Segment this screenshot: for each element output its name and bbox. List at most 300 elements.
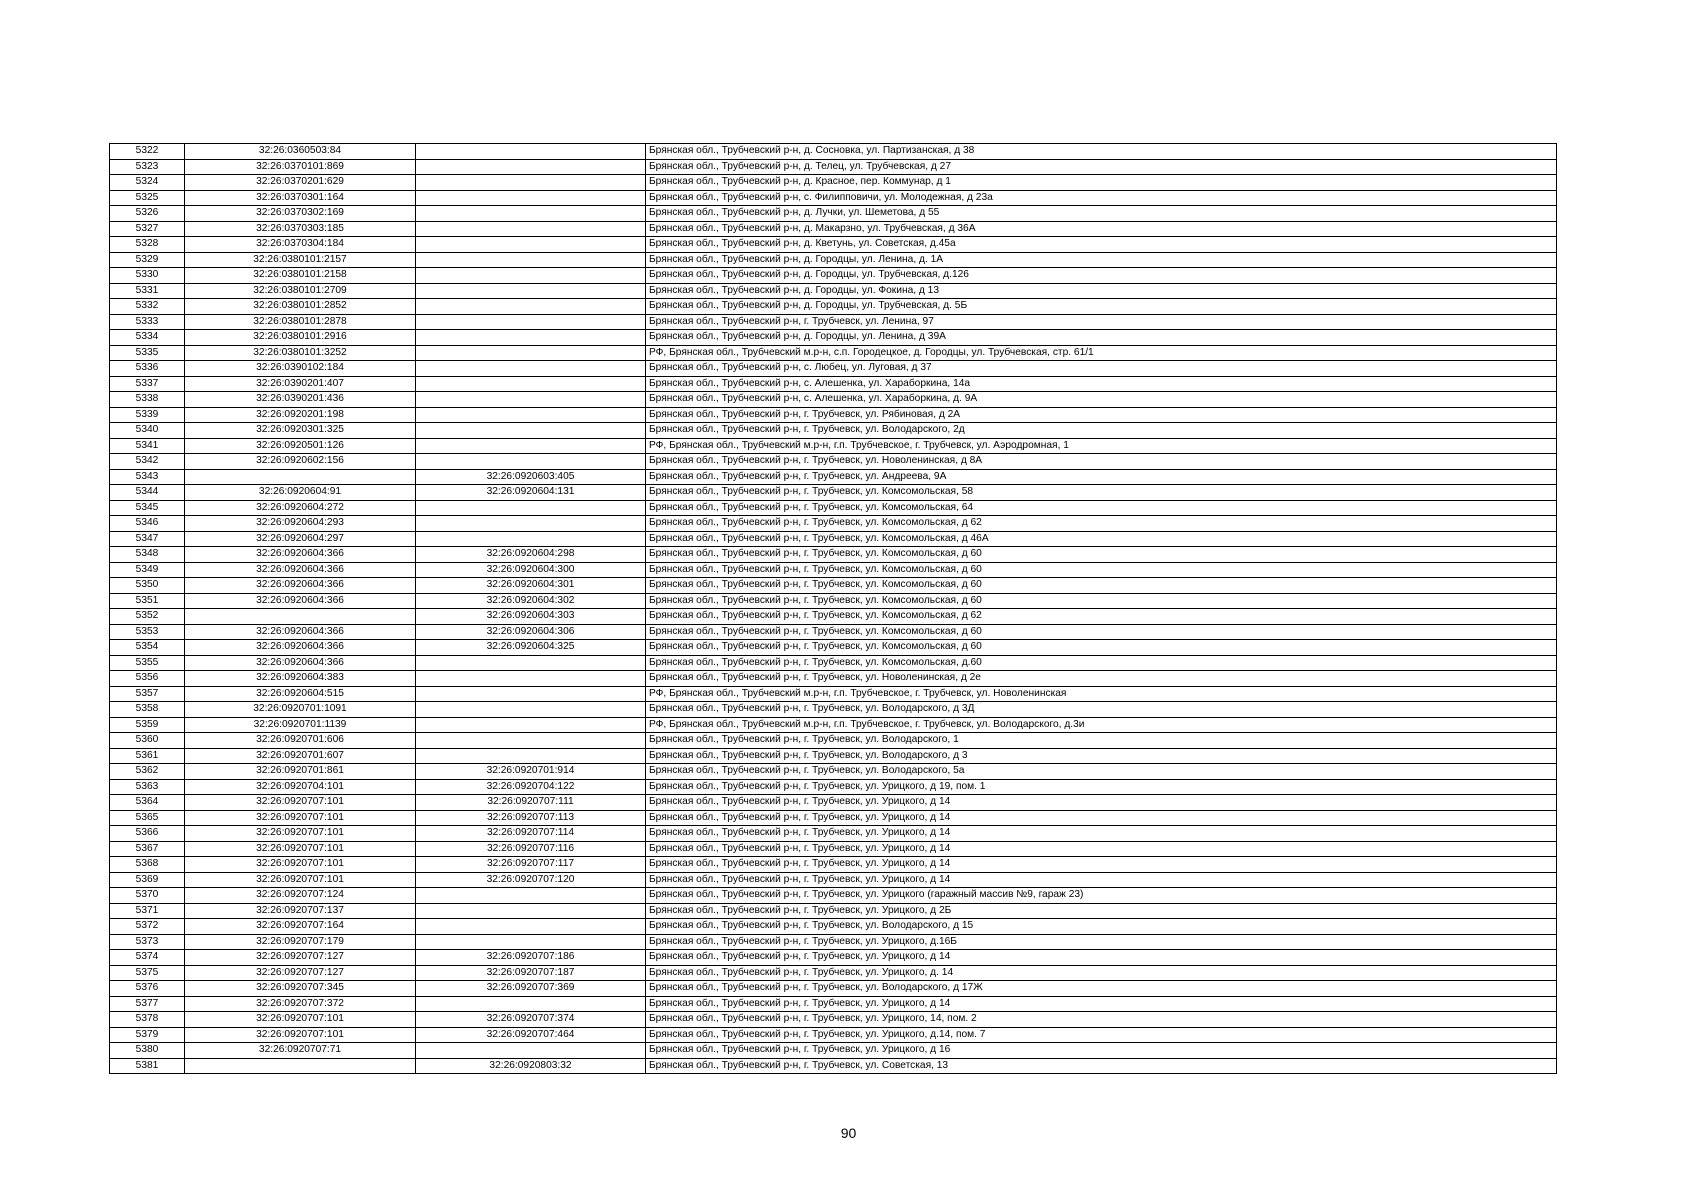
parent-cadastral-number-cell — [416, 221, 646, 237]
parent-cadastral-number-cell — [416, 934, 646, 950]
parent-cadastral-number-cell — [416, 888, 646, 904]
address-cell: Брянская обл., Трубчевский р-н, г. Трубчевск, ул. Комсомольская, д 60 — [646, 562, 1557, 578]
address-cell: Брянская обл., Трубчевский р-н, г. Трубчевск, ул. Комсомольская, д 60 — [646, 578, 1557, 594]
row-number-cell: 5351 — [110, 593, 185, 609]
row-number-cell: 5372 — [110, 919, 185, 935]
address-cell: Брянская обл., Трубчевский р-н, г. Трубчевск, ул. Урицкого, д 14 — [646, 826, 1557, 842]
parent-cadastral-number-cell — [416, 283, 646, 299]
address-cell: Брянская обл., Трубчевский р-н, г. Трубчевск, ул. Урицкого, 14, пом. 2 — [646, 1012, 1557, 1028]
table-row — [110, 330, 1557, 346]
address-cell: Брянская обл., Трубчевский р-н, г. Трубчевск, ул. Комсомольская, д 62 — [646, 609, 1557, 625]
address-cell: Брянская обл., Трубчевский р-н, г. Трубчевск, ул. Урицкого, д 14 — [646, 950, 1557, 966]
table-row — [110, 454, 1557, 470]
row-number-cell: 5342 — [110, 454, 185, 470]
cadastral-number-cell: 32:26:0920604:366 — [185, 655, 416, 671]
address-cell: Брянская обл., Трубчевский р-н, с. Любец, ул. Луговая, д 37 — [646, 361, 1557, 377]
table-row — [110, 314, 1557, 330]
row-number-cell: 5322 — [110, 144, 185, 160]
parent-cadastral-number-cell: 32:26:0920604:325 — [416, 640, 646, 656]
address-cell: Брянская обл., Трубчевский р-н, д. Городцы, ул. Фокина, д 13 — [646, 283, 1557, 299]
cadastral-number-cell: 32:26:0920707:71 — [185, 1043, 416, 1059]
parent-cadastral-number-cell: 32:26:0920803:32 — [416, 1058, 646, 1074]
parent-cadastral-number-cell — [416, 919, 646, 935]
row-number-cell: 5366 — [110, 826, 185, 842]
address-cell: Брянская обл., Трубчевский р-н, г. Трубчевск, ул. Комсомольская, 64 — [646, 500, 1557, 516]
cadastral-number-cell: 32:26:0380101:2916 — [185, 330, 416, 346]
table-row — [110, 934, 1557, 950]
table-row — [110, 578, 1557, 594]
parent-cadastral-number-cell — [416, 438, 646, 454]
cadastral-number-cell: 32:26:0360503:84 — [185, 144, 416, 160]
parent-cadastral-number-cell — [416, 330, 646, 346]
cadastral-number-cell: 32:26:0380101:2878 — [185, 314, 416, 330]
table-row — [110, 237, 1557, 253]
address-cell: Брянская обл., Трубчевский р-н, г. Трубчевск, ул. Новоленинская, д 8А — [646, 454, 1557, 470]
cadastral-number-cell: 32:26:0920707:137 — [185, 903, 416, 919]
table-row — [110, 795, 1557, 811]
address-cell: Брянская обл., Трубчевский р-н, г. Трубчевск, ул. Урицкого, д.14, пом. 7 — [646, 1027, 1557, 1043]
cadastral-number-cell: 32:26:0920707:101 — [185, 810, 416, 826]
table-row — [110, 376, 1557, 392]
cadastral-number-cell — [185, 609, 416, 625]
address-cell: РФ, Брянская обл., Трубчевский м.р-н, с.п. Городецкое, д. Городцы, ул. Трубчевская, стр. 61/1 — [646, 345, 1557, 361]
row-number-cell: 5373 — [110, 934, 185, 950]
address-cell: Брянская обл., Трубчевский р-н, д. Кветунь, ул. Советская, д.45а — [646, 237, 1557, 253]
address-cell: Брянская обл., Трубчевский р-н, г. Трубчевск, ул. Володарского, д 3Д — [646, 702, 1557, 718]
table-row — [110, 748, 1557, 764]
table-row — [110, 609, 1557, 625]
parent-cadastral-number-cell: 32:26:0920604:301 — [416, 578, 646, 594]
row-number-cell: 5367 — [110, 841, 185, 857]
cadastral-number-cell: 32:26:0920707:101 — [185, 826, 416, 842]
table-row — [110, 500, 1557, 516]
row-number-cell: 5329 — [110, 252, 185, 268]
table-row — [110, 392, 1557, 408]
row-number-cell: 5339 — [110, 407, 185, 423]
parent-cadastral-number-cell: 32:26:0920603:405 — [416, 469, 646, 485]
table-row — [110, 283, 1557, 299]
address-cell: Брянская обл., Трубчевский р-н, д. Красное, пер. Коммунар, д 1 — [646, 175, 1557, 191]
row-number-cell: 5370 — [110, 888, 185, 904]
cadastral-number-cell: 32:26:0920707:372 — [185, 996, 416, 1012]
table-row — [110, 1043, 1557, 1059]
table-row — [110, 485, 1557, 501]
cadastral-number-cell: 32:26:0920604:515 — [185, 686, 416, 702]
parent-cadastral-number-cell — [416, 516, 646, 532]
row-number-cell: 5341 — [110, 438, 185, 454]
parent-cadastral-number-cell: 32:26:0920701:914 — [416, 764, 646, 780]
row-number-cell: 5368 — [110, 857, 185, 873]
address-cell: Брянская обл., Трубчевский р-н, г. Трубчевск, ул. Комсомольская, д 60 — [646, 624, 1557, 640]
parent-cadastral-number-cell: 32:26:0920707:374 — [416, 1012, 646, 1028]
table-row — [110, 593, 1557, 609]
row-number-cell: 5376 — [110, 981, 185, 997]
parent-cadastral-number-cell: 32:26:0920707:464 — [416, 1027, 646, 1043]
cadastral-number-cell: 32:26:0920604:366 — [185, 578, 416, 594]
row-number-cell: 5346 — [110, 516, 185, 532]
parent-cadastral-number-cell — [416, 500, 646, 516]
address-cell: Брянская обл., Трубчевский р-н, г. Трубчевск, ул. Ленина, 97 — [646, 314, 1557, 330]
row-number-cell: 5325 — [110, 190, 185, 206]
parent-cadastral-number-cell: 32:26:0920707:369 — [416, 981, 646, 997]
cadastral-number-cell: 32:26:0380101:2158 — [185, 268, 416, 284]
address-cell: Брянская обл., Трубчевский р-н, г. Трубчевск, ул. Советская, 13 — [646, 1058, 1557, 1074]
table-row — [110, 919, 1557, 935]
row-number-cell: 5355 — [110, 655, 185, 671]
row-number-cell: 5365 — [110, 810, 185, 826]
address-cell: Брянская обл., Трубчевский р-н, г. Трубчевск, ул. Володарского, д 17Ж — [646, 981, 1557, 997]
address-cell: Брянская обл., Трубчевский р-н, д. Сосновка, ул. Партизанская, д 38 — [646, 144, 1557, 160]
row-number-cell: 5371 — [110, 903, 185, 919]
row-number-cell: 5356 — [110, 671, 185, 687]
table-row — [110, 857, 1557, 873]
row-number-cell: 5380 — [110, 1043, 185, 1059]
cadastral-number-cell: 32:26:0920604:297 — [185, 531, 416, 547]
cadastral-number-cell: 32:26:0920501:126 — [185, 438, 416, 454]
address-cell: Брянская обл., Трубчевский р-н, г. Трубчевск, ул. Урицкого, д 14 — [646, 872, 1557, 888]
cadastral-number-cell: 32:26:0370302:169 — [185, 206, 416, 222]
address-cell: Брянская обл., Трубчевский р-н, с. Алешенка, ул. Хараборкина, 14а — [646, 376, 1557, 392]
address-cell: Брянская обл., Трубчевский р-н, г. Трубчевск, ул. Урицкого, д 19, пом. 1 — [646, 779, 1557, 795]
parent-cadastral-number-cell: 32:26:0920604:300 — [416, 562, 646, 578]
page-number: 90 — [840, 1125, 857, 1141]
parent-cadastral-number-cell: 32:26:0920604:131 — [416, 485, 646, 501]
table-row — [110, 810, 1557, 826]
row-number-cell: 5360 — [110, 733, 185, 749]
address-cell: Брянская обл., Трубчевский р-н, г. Трубчевск, ул. Рябиновая, д 2А — [646, 407, 1557, 423]
row-number-cell: 5338 — [110, 392, 185, 408]
table-row — [110, 733, 1557, 749]
row-number-cell: 5335 — [110, 345, 185, 361]
row-number-cell: 5332 — [110, 299, 185, 315]
cadastral-number-cell: 32:26:0370201:629 — [185, 175, 416, 191]
row-number-cell: 5347 — [110, 531, 185, 547]
table-row — [110, 640, 1557, 656]
parent-cadastral-number-cell — [416, 392, 646, 408]
address-cell: Брянская обл., Трубчевский р-н, г. Трубчевск, ул. Урицкого, д 14 — [646, 857, 1557, 873]
cadastral-number-cell: 32:26:0920604:366 — [185, 593, 416, 609]
table-row — [110, 1012, 1557, 1028]
table-row — [110, 1027, 1557, 1043]
row-number-cell: 5334 — [110, 330, 185, 346]
cadastral-number-cell: 32:26:0920707:127 — [185, 950, 416, 966]
cadastral-number-cell: 32:26:0920704:101 — [185, 779, 416, 795]
row-number-cell: 5327 — [110, 221, 185, 237]
address-cell: Брянская обл., Трубчевский р-н, г. Трубчевск, ул. Володарского, д 3 — [646, 748, 1557, 764]
parent-cadastral-number-cell: 32:26:0920707:113 — [416, 810, 646, 826]
row-number-cell: 5374 — [110, 950, 185, 966]
table-row — [110, 516, 1557, 532]
row-number-cell: 5361 — [110, 748, 185, 764]
cadastral-number-cell: 32:26:0920701:1091 — [185, 702, 416, 718]
address-cell: Брянская обл., Трубчевский р-н, г. Трубчевск, ул. Володарского, 1 — [646, 733, 1557, 749]
row-number-cell: 5359 — [110, 717, 185, 733]
parent-cadastral-number-cell: 32:26:0920604:306 — [416, 624, 646, 640]
parent-cadastral-number-cell — [416, 454, 646, 470]
address-cell: Брянская обл., Трубчевский р-н, г. Трубчевск, ул. Урицкого, д 14 — [646, 810, 1557, 826]
parent-cadastral-number-cell: 32:26:0920707:120 — [416, 872, 646, 888]
parent-cadastral-number-cell — [416, 655, 646, 671]
address-cell: Брянская обл., Трубчевский р-н, с. Алешенка, ул. Хараборкина, д. 9А — [646, 392, 1557, 408]
cadastral-table — [109, 143, 1557, 1074]
address-cell: Брянская обл., Трубчевский р-н, д. Городцы, ул. Трубчевская, д. 5Б — [646, 299, 1557, 315]
address-cell: Брянская обл., Трубчевский р-н, г. Трубчевск, ул. Володарского, 2д — [646, 423, 1557, 439]
cadastral-number-cell: 32:26:0370101:869 — [185, 159, 416, 175]
table-row — [110, 702, 1557, 718]
cadastral-number-cell: 32:26:0920602:156 — [185, 454, 416, 470]
parent-cadastral-number-cell — [416, 671, 646, 687]
table-row — [110, 469, 1557, 485]
parent-cadastral-number-cell — [416, 903, 646, 919]
cadastral-number-cell: 32:26:0920707:101 — [185, 841, 416, 857]
row-number-cell: 5340 — [110, 423, 185, 439]
table-row — [110, 345, 1557, 361]
cadastral-number-cell: 32:26:0380101:3252 — [185, 345, 416, 361]
parent-cadastral-number-cell — [416, 1043, 646, 1059]
address-cell: РФ, Брянская обл., Трубчевский м.р-н, г.п. Трубчевское, г. Трубчевск, ул. Аэродромная, 1 — [646, 438, 1557, 454]
row-number-cell: 5336 — [110, 361, 185, 377]
table-row — [110, 407, 1557, 423]
address-cell: Брянская обл., Трубчевский р-н, д. Городцы, ул. Ленина, д. 1А — [646, 252, 1557, 268]
cadastral-number-cell: 32:26:0920604:383 — [185, 671, 416, 687]
parent-cadastral-number-cell — [416, 237, 646, 253]
row-number-cell: 5344 — [110, 485, 185, 501]
cadastral-number-cell: 32:26:0920707:101 — [185, 1027, 416, 1043]
row-number-cell: 5349 — [110, 562, 185, 578]
table-row — [110, 190, 1557, 206]
cadastral-number-cell: 32:26:0920701:607 — [185, 748, 416, 764]
cadastral-number-cell: 32:26:0920604:366 — [185, 624, 416, 640]
address-cell: Брянская обл., Трубчевский р-н, г. Трубчевск, ул. Урицкого, д. 14 — [646, 965, 1557, 981]
table-row — [110, 531, 1557, 547]
address-cell: Брянская обл., Трубчевский р-н, г. Трубчевск, ул. Урицкого, д.16Б — [646, 934, 1557, 950]
parent-cadastral-number-cell — [416, 376, 646, 392]
address-cell: Брянская обл., Трубчевский р-н, г. Трубчевск, ул. Комсомольская, д 46А — [646, 531, 1557, 547]
cadastral-number-cell: 32:26:0920604:366 — [185, 547, 416, 563]
address-cell: РФ, Брянская обл., Трубчевский м.р-н, г.п. Трубчевское, г. Трубчевск, ул. Володарского, д.3и — [646, 717, 1557, 733]
table-row — [110, 655, 1557, 671]
cadastral-number-cell: 32:26:0920701:1139 — [185, 717, 416, 733]
row-number-cell: 5330 — [110, 268, 185, 284]
table-row — [110, 717, 1557, 733]
address-cell: Брянская обл., Трубчевский р-н, г. Трубчевск, ул. Комсомольская, д 62 — [646, 516, 1557, 532]
parent-cadastral-number-cell — [416, 206, 646, 222]
address-cell: Брянская обл., Трубчевский р-н, г. Трубчевск, ул. Урицкого, д 2Б — [646, 903, 1557, 919]
address-cell: Брянская обл., Трубчевский р-н, г. Трубчевск, ул. Урицкого, д 14 — [646, 996, 1557, 1012]
parent-cadastral-number-cell — [416, 423, 646, 439]
cadastral-number-cell — [185, 1058, 416, 1074]
parent-cadastral-number-cell: 32:26:0920604:298 — [416, 547, 646, 563]
parent-cadastral-number-cell — [416, 175, 646, 191]
parent-cadastral-number-cell: 32:26:0920707:114 — [416, 826, 646, 842]
cadastral-number-cell: 32:26:0920707:345 — [185, 981, 416, 997]
table-row — [110, 361, 1557, 377]
row-number-cell: 5331 — [110, 283, 185, 299]
cadastral-number-cell: 32:26:0380101:2157 — [185, 252, 416, 268]
cadastral-number-cell: 32:26:0920707:101 — [185, 872, 416, 888]
cadastral-number-cell: 32:26:0920707:127 — [185, 965, 416, 981]
table-row — [110, 888, 1557, 904]
cadastral-number-cell: 32:26:0920701:861 — [185, 764, 416, 780]
address-cell: Брянская обл., Трубчевский р-н, г. Трубчевск, ул. Комсомольская, д 60 — [646, 547, 1557, 563]
address-cell: Брянская обл., Трубчевский р-н, г. Трубчевск, ул. Андреева, 9А — [646, 469, 1557, 485]
parent-cadastral-number-cell — [416, 686, 646, 702]
parent-cadastral-number-cell: 32:26:0920604:302 — [416, 593, 646, 609]
parent-cadastral-number-cell: 32:26:0920707:117 — [416, 857, 646, 873]
table-row — [110, 299, 1557, 315]
cadastral-number-cell: 32:26:0920707:101 — [185, 1012, 416, 1028]
address-cell: Брянская обл., Трубчевский р-н, г. Трубчевск, ул. Комсомольская, д 60 — [646, 640, 1557, 656]
parent-cadastral-number-cell — [416, 407, 646, 423]
parent-cadastral-number-cell — [416, 252, 646, 268]
cadastral-number-cell: 32:26:0390102:184 — [185, 361, 416, 377]
address-cell: Брянская обл., Трубчевский р-н, г. Трубчевск, ул. Комсомольская, д 60 — [646, 593, 1557, 609]
table-row — [110, 206, 1557, 222]
cadastral-number-cell: 32:26:0390201:407 — [185, 376, 416, 392]
cadastral-number-cell: 32:26:0920707:101 — [185, 795, 416, 811]
cadastral-number-cell: 32:26:0920707:164 — [185, 919, 416, 935]
table-row — [110, 252, 1557, 268]
cadastral-number-cell: 32:26:0380101:2709 — [185, 283, 416, 299]
cadastral-number-cell: 32:26:0920604:91 — [185, 485, 416, 501]
parent-cadastral-number-cell — [416, 733, 646, 749]
table-row — [110, 826, 1557, 842]
row-number-cell: 5345 — [110, 500, 185, 516]
parent-cadastral-number-cell — [416, 717, 646, 733]
row-number-cell: 5323 — [110, 159, 185, 175]
table-row — [110, 686, 1557, 702]
row-number-cell: 5352 — [110, 609, 185, 625]
cadastral-number-cell: 32:26:0920707:101 — [185, 857, 416, 873]
address-cell: Брянская обл., Трубчевский р-н, г. Трубчевск, ул. Урицкого, д 14 — [646, 795, 1557, 811]
address-cell: Брянская обл., Трубчевский р-н, г. Трубчевск, ул. Володарского, 5а — [646, 764, 1557, 780]
table-row — [110, 981, 1557, 997]
address-cell: Брянская обл., Трубчевский р-н, д. Городцы, ул. Трубчевская, д.126 — [646, 268, 1557, 284]
table-row — [110, 841, 1557, 857]
table-row — [110, 221, 1557, 237]
parent-cadastral-number-cell: 32:26:0920604:303 — [416, 609, 646, 625]
parent-cadastral-number-cell: 32:26:0920704:122 — [416, 779, 646, 795]
address-cell: Брянская обл., Трубчевский р-н, д. Макарзно, ул. Трубчевская, д 36А — [646, 221, 1557, 237]
table-body — [110, 144, 1557, 1074]
table-row — [110, 996, 1557, 1012]
address-cell: Брянская обл., Трубчевский р-н, с. Филипповичи, ул. Молодежная, д 23а — [646, 190, 1557, 206]
row-number-cell: 5363 — [110, 779, 185, 795]
parent-cadastral-number-cell — [416, 996, 646, 1012]
cadastral-number-cell: 32:26:0390201:436 — [185, 392, 416, 408]
table-row — [110, 144, 1557, 160]
parent-cadastral-number-cell — [416, 361, 646, 377]
parent-cadastral-number-cell — [416, 299, 646, 315]
table-row — [110, 423, 1557, 439]
parent-cadastral-number-cell — [416, 268, 646, 284]
address-cell: Брянская обл., Трубчевский р-н, г. Трубчевск, ул. Новоленинская, д 2е — [646, 671, 1557, 687]
table-row — [110, 950, 1557, 966]
row-number-cell: 5377 — [110, 996, 185, 1012]
table-row — [110, 779, 1557, 795]
table-row — [110, 268, 1557, 284]
address-cell: Брянская обл., Трубчевский р-н, д. Телец, ул. Трубчевская, д 27 — [646, 159, 1557, 175]
row-number-cell: 5362 — [110, 764, 185, 780]
row-number-cell: 5353 — [110, 624, 185, 640]
table-row — [110, 965, 1557, 981]
cadastral-number-cell: 32:26:0920201:198 — [185, 407, 416, 423]
cadastral-number-cell: 32:26:0370303:185 — [185, 221, 416, 237]
table-row — [110, 624, 1557, 640]
parent-cadastral-number-cell — [416, 702, 646, 718]
address-cell: Брянская обл., Трубчевский р-н, г. Трубчевск, ул. Урицкого (гаражный массив №9, гараж 23) — [646, 888, 1557, 904]
table-row — [110, 438, 1557, 454]
row-number-cell: 5375 — [110, 965, 185, 981]
row-number-cell: 5369 — [110, 872, 185, 888]
address-cell: РФ, Брянская обл., Трубчевский м.р-н, г.п. Трубчевское, г. Трубчевск, ул. Новоленинская — [646, 686, 1557, 702]
cadastral-number-cell: 32:26:0920604:366 — [185, 562, 416, 578]
cadastral-number-cell: 32:26:0920604:293 — [185, 516, 416, 532]
parent-cadastral-number-cell — [416, 144, 646, 160]
row-number-cell: 5364 — [110, 795, 185, 811]
parent-cadastral-number-cell — [416, 314, 646, 330]
row-number-cell: 5358 — [110, 702, 185, 718]
parent-cadastral-number-cell — [416, 190, 646, 206]
row-number-cell: 5333 — [110, 314, 185, 330]
row-number-cell: 5357 — [110, 686, 185, 702]
row-number-cell: 5378 — [110, 1012, 185, 1028]
row-number-cell: 5379 — [110, 1027, 185, 1043]
cadastral-number-cell: 32:26:0920701:606 — [185, 733, 416, 749]
parent-cadastral-number-cell: 32:26:0920707:186 — [416, 950, 646, 966]
row-number-cell: 5381 — [110, 1058, 185, 1074]
table-row — [110, 671, 1557, 687]
cadastral-number-cell: 32:26:0920604:366 — [185, 640, 416, 656]
table-row — [110, 547, 1557, 563]
address-cell: Брянская обл., Трубчевский р-н, д. Лучки, ул. Шеметова, д 55 — [646, 206, 1557, 222]
cadastral-number-cell: 32:26:0920301:325 — [185, 423, 416, 439]
address-cell: Брянская обл., Трубчевский р-н, г. Трубчевск, ул. Комсомольская, д.60 — [646, 655, 1557, 671]
cadastral-number-cell: 32:26:0370304:184 — [185, 237, 416, 253]
row-number-cell: 5328 — [110, 237, 185, 253]
parent-cadastral-number-cell: 32:26:0920707:111 — [416, 795, 646, 811]
table-row — [110, 159, 1557, 175]
parent-cadastral-number-cell: 32:26:0920707:187 — [416, 965, 646, 981]
address-cell: Брянская обл., Трубчевский р-н, г. Трубчевск, ул. Комсомольская, 58 — [646, 485, 1557, 501]
row-number-cell: 5343 — [110, 469, 185, 485]
cadastral-number-cell: 32:26:0380101:2852 — [185, 299, 416, 315]
table-row — [110, 1058, 1557, 1074]
cadastral-number-cell: 32:26:0920707:179 — [185, 934, 416, 950]
address-cell: Брянская обл., Трубчевский р-н, г. Трубчевск, ул. Урицкого, д 14 — [646, 841, 1557, 857]
parent-cadastral-number-cell — [416, 531, 646, 547]
cadastral-number-cell: 32:26:0920604:272 — [185, 500, 416, 516]
cadastral-number-cell: 32:26:0370301:164 — [185, 190, 416, 206]
address-cell: Брянская обл., Трубчевский р-н, г. Трубчевск, ул. Урицкого, д 16 — [646, 1043, 1557, 1059]
parent-cadastral-number-cell: 32:26:0920707:116 — [416, 841, 646, 857]
parent-cadastral-number-cell — [416, 159, 646, 175]
table-row — [110, 903, 1557, 919]
parent-cadastral-number-cell — [416, 345, 646, 361]
parent-cadastral-number-cell — [416, 748, 646, 764]
row-number-cell: 5348 — [110, 547, 185, 563]
row-number-cell: 5324 — [110, 175, 185, 191]
address-cell: Брянская обл., Трубчевский р-н, д. Городцы, ул. Ленина, д 39А — [646, 330, 1557, 346]
row-number-cell: 5326 — [110, 206, 185, 222]
table-row — [110, 175, 1557, 191]
table-row — [110, 872, 1557, 888]
table-row — [110, 562, 1557, 578]
cadastral-number-cell — [185, 469, 416, 485]
row-number-cell: 5350 — [110, 578, 185, 594]
row-number-cell: 5354 — [110, 640, 185, 656]
row-number-cell: 5337 — [110, 376, 185, 392]
